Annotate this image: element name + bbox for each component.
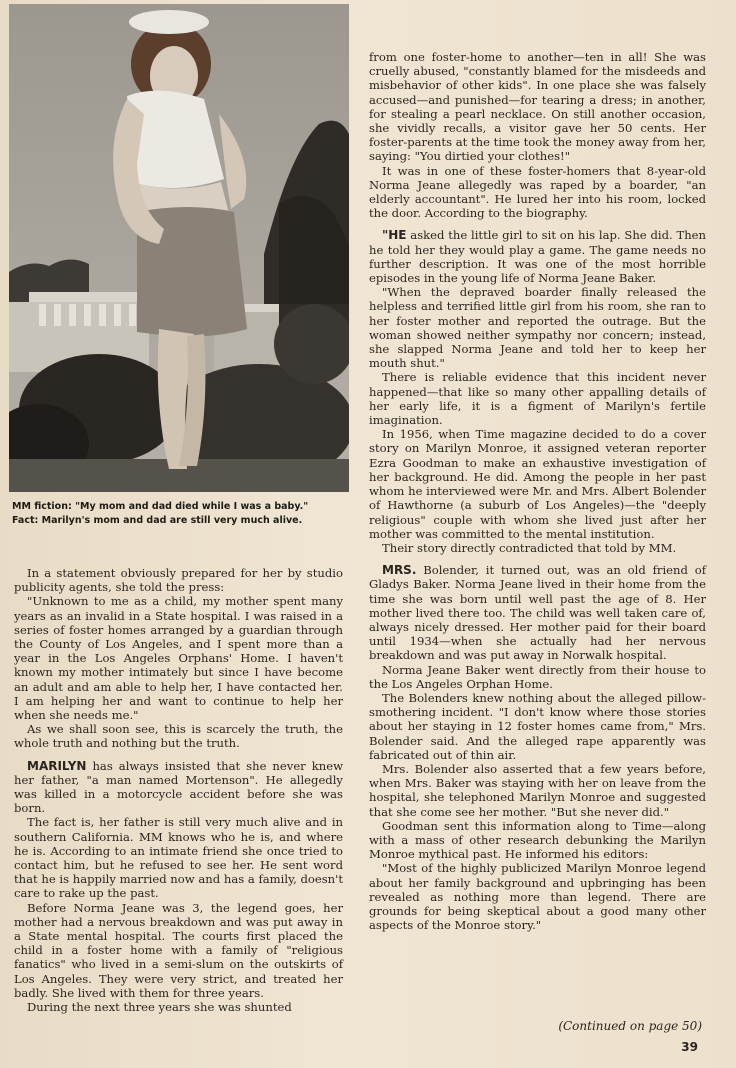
- paragraph: from one foster-home to another—ten in all! She was cruelly abused, "constantly blamed for the misdeeds and misbehavior of other kids". In one place she was falsely accused—and punished—for tearing a dress; in another, for stealing a pearl necklace. On still another occasion, she vividly recalls, a visitor gave her 50 cents. Her foster-parents at the time took the money away from her, saying: "You dirtied your clothes!": [369, 50, 706, 164]
- paragraph: Before Norma Jeane was 3, the legend goes, her mother had a nervous breakdown and was put away in a State mental hospital. The courts first placed the child in a foster home with a family of "religious fanatics" who lived in a semi-slum on the outskirts of Los Angeles. They were very strict, and treated her badly. She lived with them for three years.: [14, 900, 343, 1000]
- paragraph: It was in one of these foster-homers that 8-year-old Norma Jeane allegedly was raped by a boarder, "an elderly accountant". He lured her into his room, locked the door. According to the biography.: [369, 163, 706, 221]
- paragraph: "Most of the highly publicized Marilyn Monroe legend about her family background and upbringing has been revealed as nothing more than legend. There are grounds for being skeptical about a good many other aspects of the Monroe story.": [369, 861, 706, 933]
- paragraph: [14, 759, 343, 816]
- right-column: [369, 50, 706, 932]
- paragraph-text: has always insisted that she never knew her father, "a man named Mortenson". He allegedly was killed in a motorcycle accident before she was born.: [14, 758, 343, 816]
- paragraph: "Unknown to me as a child, my mother spent many years as an invalid in a State hospital. I was raised in a series of foster homes arranged by a guardian through the County of Los Angeles, and I spent more than a year in the Los Angeles Orphans' Home. I haven't known my mother intimately but since I have become an adult and am able to help her, I have contacted her. I am helping her and want to continue to help her when she needs me.": [14, 594, 343, 723]
- paragraph: In 1956, when Time magazine decided to do a cover story on Marilyn Monroe, it assigned veteran reporter Ezra Goodman to make an exhaustive investigation of her background. He did. Among the people in her past whom he interviewed were Mr. and Mrs. Albert Bolender of Hawthorne (a suburb of Los Angeles)—the "deeply religious" couple with whom she lived just after her mother was committed to the mental institution.: [369, 427, 706, 541]
- paragraph: In a statement obviously prepared for her by studio publicity agents, she told the press:: [14, 566, 343, 595]
- photograph-illustration: [9, 4, 349, 492]
- paragraph: "When the depraved boarder finally released the helpless and terrified little girl from his room, she ran to her foster mother and reported the outrage. But the woman showed neither sympathy nor concern; instead, she slapped Norma Jeane and told her to keep her mouth shut.": [369, 285, 706, 371]
- drop-lead: MARILYN: [27, 758, 87, 773]
- photo-caption: [12, 500, 346, 528]
- drop-lead: MRS.: [382, 563, 417, 578]
- paragraph: [369, 228, 706, 285]
- paragraph-text: Bolender, it turned out, was an old friend of Gladys Baker. Norma Jeane lived in their home from the time she was born until well past the age of 8. Her mother lived there too. The child was well taken care of, always nicely dressed. Her mother paid for their board until 1934—when she actually had her nervous breakdown and was put away in Norwalk hospital.: [369, 563, 706, 663]
- paragraph: The Bolenders knew nothing about the alleged pillow-smothering incident. "I don't know where those stories about her staying in 12 foster homes came from," Mrs. Bolender said. And the alleged rape apparently was fabricated out of thin air.: [369, 690, 706, 762]
- caption-fiction-line: MM fiction: "My mom and dad died while I was a baby.": [12, 501, 309, 512]
- drop-lead: "HE: [382, 228, 407, 243]
- paragraph: There is reliable evidence that this incident never happened—that like so many other appalling details of her early life, it is a figment of Marilyn's fertile imagination.: [369, 370, 706, 428]
- paragraph: Norma Jeane Baker went directly from their house to the Los Angeles Orphan Home.: [369, 662, 706, 691]
- paragraph: During the next three years she was shunted: [27, 1000, 292, 1015]
- paragraph: As we shall soon see, this is scarcely the truth, the whole truth and nothing but the truth.: [14, 722, 343, 751]
- photograph: [9, 4, 349, 492]
- continued-note: (Continued on page 50): [558, 1019, 702, 1033]
- paragraph: Their story directly contradicted that told by MM.: [382, 540, 677, 555]
- paragraph-text: asked the little girl to sit on his lap. She did. Then he told her they would play a game. The game needs no further description. It was one of the most horrible episodes in the young life of Norma Jeane Baker.: [369, 228, 706, 286]
- left-column: [14, 566, 343, 1014]
- paragraph: [369, 563, 706, 662]
- paragraph: Goodman sent this information along to Time—along with a mass of other research debunking the Marilyn Monroe mythical past. He informed his editors:: [369, 818, 706, 862]
- page-number: 39: [681, 1040, 698, 1054]
- caption-fact-line: Fact: Marilyn's mom and dad are still very much alive.: [12, 515, 303, 526]
- paragraph: The fact is, her father is still very much alive and in southern California. MM knows who he is, and where he is. According to an intimate friend she once tried to contact him, but he refused to see her. He sent word that he is happily married now and has a family, doesn't care to rake up the past.: [14, 815, 343, 901]
- paragraph: Mrs. Bolender also asserted that a few years before, when Mrs. Baker was staying with her on leave from the hospital, she telephoned Marilyn Monroe and suggested that she come see her mother. "But she never did.": [369, 761, 706, 819]
